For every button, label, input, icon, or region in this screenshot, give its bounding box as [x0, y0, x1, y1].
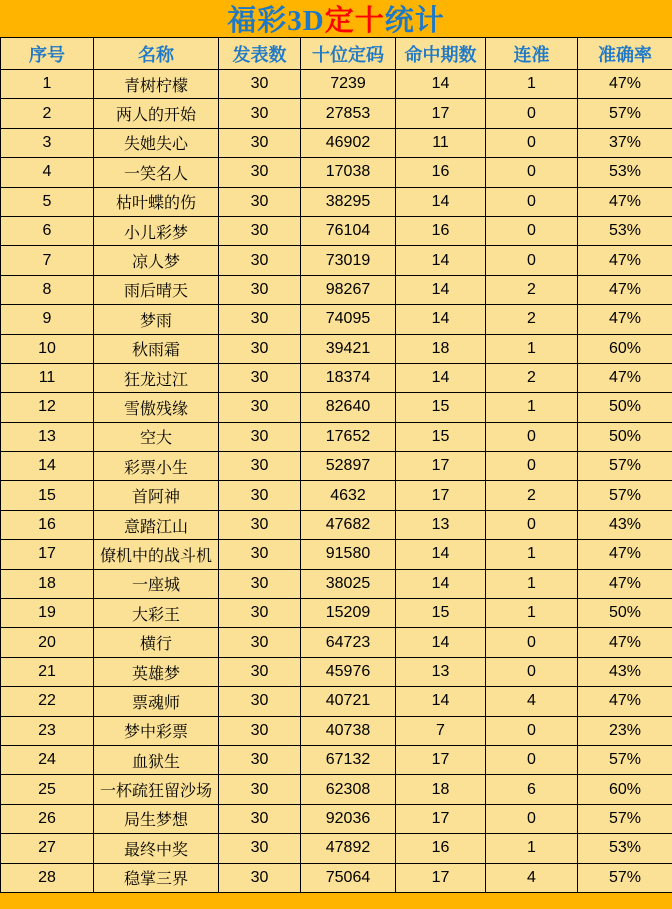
- row-tens-code-cell: 82640: [301, 393, 396, 422]
- header-row: [1, 38, 672, 70]
- row-index-cell: 1: [1, 70, 94, 99]
- row-name-cell: 空大: [94, 422, 219, 451]
- row-hit-periods-cell: 14: [396, 687, 486, 716]
- row-index-cell: 24: [1, 745, 94, 774]
- row-accuracy-cell: 57%: [578, 804, 672, 833]
- row-published-cell: 30: [219, 246, 301, 275]
- table-row: [1, 569, 672, 598]
- row-tens-code-cell: 18374: [301, 363, 396, 392]
- table-row: [1, 775, 672, 804]
- row-index-cell: 12: [1, 393, 94, 422]
- page-title: [0, 0, 672, 37]
- row-streak-cell: 1: [486, 393, 578, 422]
- row-accuracy-cell: 57%: [578, 745, 672, 774]
- row-tens-code-cell: 17038: [301, 158, 396, 187]
- table-row: [1, 246, 672, 275]
- row-streak-cell: 1: [486, 334, 578, 363]
- row-hit-periods-cell: 16: [396, 216, 486, 245]
- row-index-cell: 2: [1, 99, 94, 128]
- row-published-cell: 30: [219, 834, 301, 863]
- row-hit-periods-cell: 17: [396, 745, 486, 774]
- row-name-cell: 两人的开始: [94, 99, 219, 128]
- row-streak-cell: 0: [486, 99, 578, 128]
- row-tens-code-cell: 74095: [301, 305, 396, 334]
- row-published-cell: 30: [219, 334, 301, 363]
- row-published-cell: 30: [219, 540, 301, 569]
- row-published-cell: 30: [219, 275, 301, 304]
- table-row: [1, 187, 672, 216]
- row-hit-periods-cell: 14: [396, 246, 486, 275]
- row-published-cell: 30: [219, 158, 301, 187]
- row-hit-periods-cell: 14: [396, 569, 486, 598]
- row-hit-periods-cell: 17: [396, 863, 486, 892]
- row-index-cell: 7: [1, 246, 94, 275]
- row-published-cell: 30: [219, 804, 301, 833]
- row-tens-code-cell: 67132: [301, 745, 396, 774]
- row-index-cell: 21: [1, 657, 94, 686]
- row-hit-periods-cell: 17: [396, 804, 486, 833]
- row-name-cell: 梦雨: [94, 305, 219, 334]
- table-row: [1, 70, 672, 99]
- row-name-cell: 意踏江山: [94, 510, 219, 539]
- table-row: [1, 716, 672, 745]
- row-accuracy-cell: 50%: [578, 393, 672, 422]
- row-published-cell: 30: [219, 569, 301, 598]
- row-streak-cell: 2: [486, 363, 578, 392]
- row-index-cell: 20: [1, 628, 94, 657]
- row-published-cell: 30: [219, 99, 301, 128]
- row-hit-periods-cell: 16: [396, 834, 486, 863]
- row-name-cell: 雪傲残缘: [94, 393, 219, 422]
- row-streak-cell: 2: [486, 275, 578, 304]
- row-name-cell: 稳掌三界: [94, 863, 219, 892]
- row-accuracy-cell: 57%: [578, 452, 672, 481]
- row-tens-code-cell: 7239: [301, 70, 396, 99]
- row-index-cell: 13: [1, 422, 94, 451]
- table-row: [1, 481, 672, 510]
- row-tens-code-cell: 27853: [301, 99, 396, 128]
- row-hit-periods-cell: 14: [396, 70, 486, 99]
- row-hit-periods-cell: 18: [396, 334, 486, 363]
- row-tens-code-cell: 46902: [301, 128, 396, 157]
- row-hit-periods-cell: 18: [396, 775, 486, 804]
- row-tens-code-cell: 91580: [301, 540, 396, 569]
- row-tens-code-cell: 45976: [301, 657, 396, 686]
- row-name-cell: 枯叶蝶的伤: [94, 187, 219, 216]
- row-accuracy-cell: 57%: [578, 863, 672, 892]
- header-name: 名称: [94, 38, 219, 70]
- table-row: [1, 128, 672, 157]
- row-hit-periods-cell: 16: [396, 158, 486, 187]
- header-streak: 连准: [486, 38, 578, 70]
- row-index-cell: 28: [1, 863, 94, 892]
- row-index-cell: 26: [1, 804, 94, 833]
- row-hit-periods-cell: 17: [396, 481, 486, 510]
- row-accuracy-cell: 43%: [578, 510, 672, 539]
- row-name-cell: 秋雨霜: [94, 334, 219, 363]
- row-hit-periods-cell: 11: [396, 128, 486, 157]
- row-index-cell: 16: [1, 510, 94, 539]
- row-streak-cell: 0: [486, 716, 578, 745]
- row-published-cell: 30: [219, 716, 301, 745]
- row-tens-code-cell: 47682: [301, 510, 396, 539]
- row-accuracy-cell: 47%: [578, 687, 672, 716]
- row-hit-periods-cell: 17: [396, 99, 486, 128]
- table-row: [1, 657, 672, 686]
- row-hit-periods-cell: 14: [396, 628, 486, 657]
- row-index-cell: 23: [1, 716, 94, 745]
- row-streak-cell: 0: [486, 510, 578, 539]
- row-index-cell: 6: [1, 216, 94, 245]
- row-streak-cell: 0: [486, 187, 578, 216]
- row-accuracy-cell: 57%: [578, 99, 672, 128]
- row-accuracy-cell: 60%: [578, 775, 672, 804]
- table-header: [1, 38, 672, 70]
- title-segment-red: 定十: [324, 5, 385, 37]
- table-row: [1, 275, 672, 304]
- row-index-cell: 4: [1, 158, 94, 187]
- row-accuracy-cell: 47%: [578, 628, 672, 657]
- row-tens-code-cell: 40738: [301, 716, 396, 745]
- row-hit-periods-cell: 14: [396, 275, 486, 304]
- table-row: [1, 305, 672, 334]
- row-streak-cell: 4: [486, 863, 578, 892]
- row-index-cell: 25: [1, 775, 94, 804]
- row-index-cell: 10: [1, 334, 94, 363]
- header-accuracy: 准确率: [578, 38, 672, 70]
- row-name-cell: 梦中彩票: [94, 716, 219, 745]
- table-row: [1, 99, 672, 128]
- row-hit-periods-cell: 14: [396, 187, 486, 216]
- row-tens-code-cell: 64723: [301, 628, 396, 657]
- table-row: [1, 363, 672, 392]
- table-row: [1, 628, 672, 657]
- table-row: [1, 158, 672, 187]
- row-tens-code-cell: 73019: [301, 246, 396, 275]
- row-tens-code-cell: 38025: [301, 569, 396, 598]
- row-streak-cell: 1: [486, 599, 578, 628]
- row-published-cell: 30: [219, 863, 301, 892]
- row-hit-periods-cell: 15: [396, 599, 486, 628]
- row-tens-code-cell: 15209: [301, 599, 396, 628]
- row-name-cell: 一杯疏狂留沙场: [94, 775, 219, 804]
- row-hit-periods-cell: 14: [396, 540, 486, 569]
- row-tens-code-cell: 39421: [301, 334, 396, 363]
- row-accuracy-cell: 47%: [578, 540, 672, 569]
- row-streak-cell: 0: [486, 745, 578, 774]
- row-streak-cell: 0: [486, 657, 578, 686]
- row-index-cell: 18: [1, 569, 94, 598]
- row-name-cell: 一座城: [94, 569, 219, 598]
- row-published-cell: 30: [219, 745, 301, 774]
- row-index-cell: 9: [1, 305, 94, 334]
- title-segment-blue-1: 福彩3D: [227, 5, 325, 37]
- table-row: [1, 599, 672, 628]
- row-name-cell: 英雄梦: [94, 657, 219, 686]
- row-index-cell: 5: [1, 187, 94, 216]
- row-published-cell: 30: [219, 363, 301, 392]
- row-streak-cell: 1: [486, 70, 578, 99]
- row-streak-cell: 1: [486, 569, 578, 598]
- table-row: [1, 834, 672, 863]
- row-hit-periods-cell: 14: [396, 305, 486, 334]
- row-streak-cell: 0: [486, 628, 578, 657]
- row-hit-periods-cell: 15: [396, 393, 486, 422]
- row-published-cell: 30: [219, 452, 301, 481]
- row-published-cell: 30: [219, 393, 301, 422]
- row-published-cell: 30: [219, 422, 301, 451]
- row-published-cell: 30: [219, 187, 301, 216]
- row-name-cell: 雨后晴天: [94, 275, 219, 304]
- row-streak-cell: 0: [486, 422, 578, 451]
- row-streak-cell: 0: [486, 804, 578, 833]
- row-name-cell: 局生梦想: [94, 804, 219, 833]
- row-accuracy-cell: 53%: [578, 158, 672, 187]
- row-index-cell: 15: [1, 481, 94, 510]
- row-tens-code-cell: 47892: [301, 834, 396, 863]
- row-accuracy-cell: 47%: [578, 187, 672, 216]
- row-name-cell: 横行: [94, 628, 219, 657]
- row-name-cell: 青树柠檬: [94, 70, 219, 99]
- row-name-cell: 小儿彩梦: [94, 216, 219, 245]
- row-tens-code-cell: 38295: [301, 187, 396, 216]
- row-index-cell: 27: [1, 834, 94, 863]
- row-streak-cell: 0: [486, 158, 578, 187]
- row-accuracy-cell: 43%: [578, 657, 672, 686]
- row-tens-code-cell: 62308: [301, 775, 396, 804]
- row-streak-cell: 0: [486, 128, 578, 157]
- row-index-cell: 19: [1, 599, 94, 628]
- table-row: [1, 540, 672, 569]
- row-name-cell: 大彩王: [94, 599, 219, 628]
- row-streak-cell: 2: [486, 481, 578, 510]
- row-tens-code-cell: 75064: [301, 863, 396, 892]
- row-hit-periods-cell: 13: [396, 510, 486, 539]
- row-name-cell: 凉人梦: [94, 246, 219, 275]
- stats-table: [0, 37, 672, 893]
- table-row: [1, 334, 672, 363]
- row-published-cell: 30: [219, 216, 301, 245]
- row-accuracy-cell: 23%: [578, 716, 672, 745]
- row-tens-code-cell: 17652: [301, 422, 396, 451]
- row-accuracy-cell: 50%: [578, 599, 672, 628]
- row-name-cell: 僚机中的战斗机: [94, 540, 219, 569]
- table-row: [1, 510, 672, 539]
- row-index-cell: 22: [1, 687, 94, 716]
- row-hit-periods-cell: 13: [396, 657, 486, 686]
- row-tens-code-cell: 52897: [301, 452, 396, 481]
- row-index-cell: 8: [1, 275, 94, 304]
- table-row: [1, 804, 672, 833]
- table-row: [1, 393, 672, 422]
- row-published-cell: 30: [219, 305, 301, 334]
- row-hit-periods-cell: 14: [396, 363, 486, 392]
- row-name-cell: 血狱生: [94, 745, 219, 774]
- table-row: [1, 863, 672, 892]
- header-published: 发表数: [219, 38, 301, 70]
- header-hit-periods: 命中期数: [396, 38, 486, 70]
- row-published-cell: 30: [219, 628, 301, 657]
- row-accuracy-cell: 60%: [578, 334, 672, 363]
- table-row: [1, 745, 672, 774]
- row-tens-code-cell: 4632: [301, 481, 396, 510]
- row-name-cell: 一笑名人: [94, 158, 219, 187]
- row-tens-code-cell: 92036: [301, 804, 396, 833]
- row-hit-periods-cell: 7: [396, 716, 486, 745]
- row-accuracy-cell: 37%: [578, 128, 672, 157]
- row-streak-cell: 1: [486, 540, 578, 569]
- row-index-cell: 3: [1, 128, 94, 157]
- row-name-cell: 失她失心: [94, 128, 219, 157]
- row-accuracy-cell: 47%: [578, 363, 672, 392]
- row-published-cell: 30: [219, 481, 301, 510]
- table-body: [1, 70, 672, 893]
- row-published-cell: 30: [219, 599, 301, 628]
- row-published-cell: 30: [219, 70, 301, 99]
- row-hit-periods-cell: 17: [396, 452, 486, 481]
- row-published-cell: 30: [219, 510, 301, 539]
- row-published-cell: 30: [219, 657, 301, 686]
- row-accuracy-cell: 47%: [578, 569, 672, 598]
- table-row: [1, 422, 672, 451]
- row-published-cell: 30: [219, 128, 301, 157]
- row-name-cell: 最终中奖: [94, 834, 219, 863]
- row-accuracy-cell: 47%: [578, 246, 672, 275]
- row-name-cell: 狂龙过江: [94, 363, 219, 392]
- row-index-cell: 11: [1, 363, 94, 392]
- row-name-cell: 票魂师: [94, 687, 219, 716]
- table-row: [1, 216, 672, 245]
- row-streak-cell: 6: [486, 775, 578, 804]
- row-accuracy-cell: 47%: [578, 305, 672, 334]
- row-streak-cell: 1: [486, 834, 578, 863]
- row-tens-code-cell: 40721: [301, 687, 396, 716]
- row-accuracy-cell: 50%: [578, 422, 672, 451]
- row-index-cell: 17: [1, 540, 94, 569]
- table-row: [1, 452, 672, 481]
- row-name-cell: 彩票小生: [94, 452, 219, 481]
- row-streak-cell: 0: [486, 246, 578, 275]
- row-published-cell: 30: [219, 687, 301, 716]
- row-streak-cell: 4: [486, 687, 578, 716]
- row-hit-periods-cell: 15: [396, 422, 486, 451]
- row-streak-cell: 0: [486, 216, 578, 245]
- row-accuracy-cell: 53%: [578, 834, 672, 863]
- table-row: [1, 687, 672, 716]
- row-published-cell: 30: [219, 775, 301, 804]
- header-index: 序号: [1, 38, 94, 70]
- header-tens-code: 十位定码: [301, 38, 396, 70]
- row-tens-code-cell: 76104: [301, 216, 396, 245]
- row-streak-cell: 2: [486, 305, 578, 334]
- row-accuracy-cell: 53%: [578, 216, 672, 245]
- row-accuracy-cell: 47%: [578, 275, 672, 304]
- row-streak-cell: 0: [486, 452, 578, 481]
- row-accuracy-cell: 57%: [578, 481, 672, 510]
- row-index-cell: 14: [1, 452, 94, 481]
- row-tens-code-cell: 98267: [301, 275, 396, 304]
- row-accuracy-cell: 47%: [578, 70, 672, 99]
- title-segment-blue-2: 统计: [384, 5, 445, 37]
- row-name-cell: 首阿神: [94, 481, 219, 510]
